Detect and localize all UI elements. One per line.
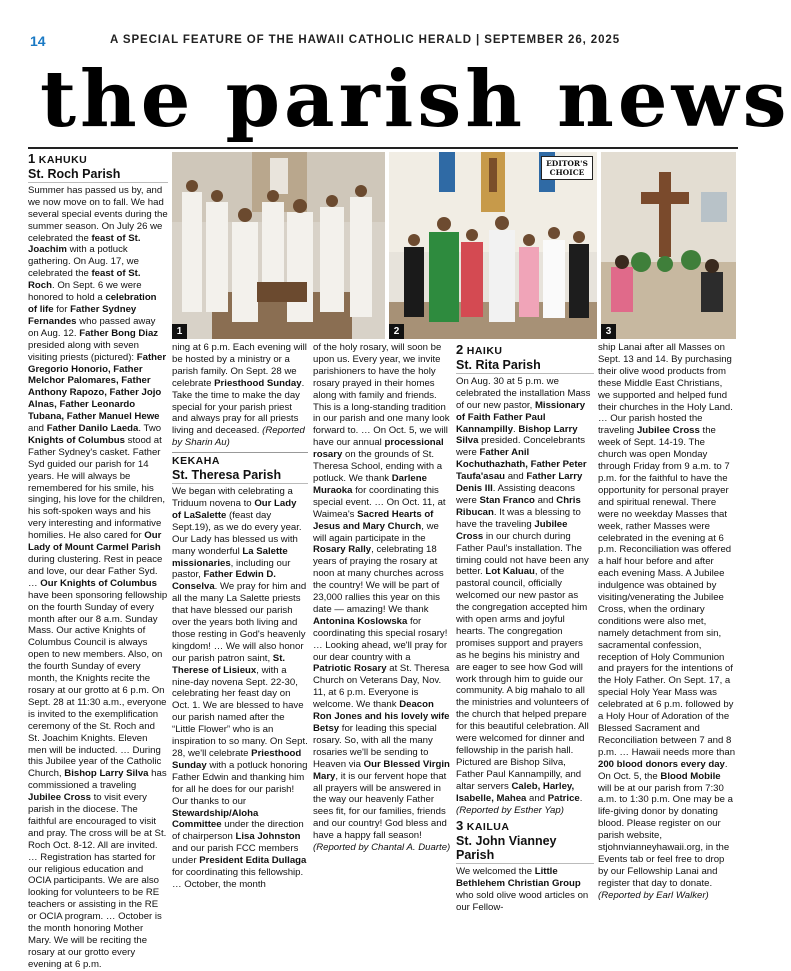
article-body: Summer has passed us by, and we now move on to fall. We had several special events during the summer season. On July 26 we celebrated the feast of St. Joachim with a potluck gathering. On Aug. 17, we celebrated the feast of St. Roch. On Sept. 6 we were honored to hold a celebration of life for Father Sydney Fernandes who passed away on Aug. 12. Father Bong Diaz presided along with seven visiting priests (pictured): Father Gregorio Honorio, Father Melchor Palomares, Father Anthony Rapozo, Father Jojo Alnas, Father Leonardo Tubana, Father Manuel Hewe and Father Danilo Laeda. Two Knights of Columbus stood at Father Sydney's casket. Father Syd guided our parish for 14 years. He will always be remembered for his smile, his singing, his love for the children, his soft-spoken ways and his very interesting and informative homilies. He also cared for Our Lady of Mount Carmel Parish during clustering. Rest in peace and love, our dear Father Syd. … Our Knights of Columbus have been sponsoring fellowship on the fourth Sunday of every month after our 8 a.m. Sunday Mass. Our active Knights of Columbus Council is always open to new members. Also, on the fourth Sunday of every month, the Knights recite the rosary at our grotto at 6 p.m. On Sept. 28 at 11:30 a.m., everyone is invited to the exemplification ceremony of the St. Roch and St. Joachim Knights. Eleven men will be inducted. … During this Jubilee year of the Catholic Church, Bishop Larry Silva has commissioned a traveling Jubilee Cross to visit every parish in the diocese. The faithful are encouraged to visit and pray. The cross will be at St. Roch Oct. 8-12. All are invited. … Registration has started for our religious education and OCIA participants. We are also looking for volunteers to be RE teachers or assisting in the RE or OCIA program. … October is the month honoring Mother Mary. We will be reciting the rosary at our grotto every evening at 6 p.m. [28,184,168,970]
article-body-continued: ship Lanai after all Masses on Sept. 13 and 14. By purchasing their olive wood products from these Middle East Christians, we supported and helped fund their churches in the Holy Land. … Our parish hosted the traveling Jubilee Cross the week of Sept. 14-19. The church was open Monday through Friday from 9 a.m. to 7 p.m. for the faithful to have the opportunity for personal prayer and spiritual renewal. There were no weekday Masses that week, rather Masses were celebrated in the evening at 6 p.m. Reconciliation was offered a half hour before and after each evening Mass. A Jubilee indulgence was obtained by visiting/venerating the Jubilee Cross, when the ordinary conditions were also met, namely detachment from sin, sacramental confession, reception of Holy Communion and prayers for the intentions of the Holy Father. On Sept. 17, a special Holy Year Mass was celebrated at 6 p.m. followed by a Holy Hour of Adoration of the Blessed Sacrament and Reconciliation between 7 and 8 p.m. … Hawaii needs more than 200 blood donors every day. On Oct. 5, the Blood Mobile will be at our parish from 7:30 a.m. to 1:30 p.m. One may be a life-giving donor by donating blood. Please register on our parish website, stjohnvianneyhawaii.org, in the Events tab or feel free to drop by our Fellowship Lanai and register that day to donate. (Reported by Earl Walker) [598,342,736,901]
editors-choice-badge: EDITOR'S CHOICE [541,156,593,180]
column-4 [456,342,594,914]
tagline: A SPECIAL FEATURE OF THE HAWAII CATHOLIC HERALD | SEPTEMBER 26, 2025 [110,34,620,46]
photo-installation-image [389,152,597,339]
section-header: 2 HAIKU [456,342,503,357]
article-body-continued: of the holy rosary, will soon be upon us. Every year, we invite parishioners to have the holy rosary prayed in their homes along with family and friends. This is a long-standing tradition in our parish and one many look forward to. … On Oct. 5, we will have our annual processional rosary on the grounds of St. Theresa School, ending with a potluck. We thank Darlene Muraoka for coordinating this special event. … On Oct. 11, at Waimea's Sacred Hearts of Jesus and Mary Church, we will again participate in the Rosary Rally, celebrating 18 years of praying the rosary at noon at many churches across the country! We will be part of 23,000 rallies this year on this date — amazing! We thank Antonina Koslowska for coordinating this special rosary! … Looking ahead, we'll pray for our dear country with a Patriotic Rosary at St. Theresa Church on Veterans Day, Nov. 11, at 6 p.m. Everyone is welcome. We thank Deacon Ron Jones and his lovely wife Betsy for leading this special rosary. So, with all the many rosaries we'll be sending to Heaven via Our Blessed Virgin Mary, it is our fervent hope that all prayers will be answered in the way our heavenly Father sees fit, for our families, friends and our country! God bless and have a happy fall season! (Reported by Chantal A. Duarte) [313,342,451,854]
page-number: 14 [30,33,46,49]
masthead: the parish news [40,54,791,145]
section-header: 3 KAILUA [456,818,510,834]
article-title: St. Rita Parish [456,358,594,374]
article-title: St. Theresa Parish [172,468,308,484]
column-1 [28,151,168,970]
photo-number-1: 1 [172,324,187,339]
column-3 [313,342,451,854]
photo-number-2: 2 [389,324,404,339]
top-bar [30,32,734,50]
photo-jubilee-cross-image [601,152,736,339]
section-header: 1 KAHUKU [28,151,88,166]
article-body: We began with celebrating a Triduum novena to Our Lady of LaSalette (feast day Sept.19), as we do every year. Our Lady has blessed us with many wonderful La Salette missionaries, including our pastor, Father Edwin D. Conselva. We pray for him and all the many La Salette priests that have blessed our parish over the years both living and those resting in God's heavenly kingdom! … We will also honor our parish patron saint, St. Therese of Lisieux, with a nine-day novena Sept. 22-30, celebrating her feast day on Oct. 1. We are blessed to have our parish named after the “Little Flower” who is an inspiration to so many. On Sept. 28, we'll celebrate Priesthood Sunday with a potluck honoring Father Edwin and thanking him for all he does for our parish! Our thanks to our Stewardship/Aloha Committee under the direction of chairperson Lisa Johnston and our parish FCC members under President Edita Dullaga for coordinating this fellowship. … October, the month [172,486,308,890]
divider [172,452,308,453]
photo-jubilee-cross [601,152,736,339]
article-body: On Aug. 30 at 5 p.m. we celebrated the installation Mass of our new pastor, Missionary of Faith Father Paul Kannampilly. Bishop Larry Silva presided. Concelebrants were Father Anil Kochuthazhath, Father Peter Taufa'asau and Father Larry Denis III. Assisting deacons were Stan Franco and Chris Ribucan. It was a blessing to have the traveling Jubilee Cross in our church during Father Paul's installation. The timing could not have been any better. Lot Kaluau, of the pastoral council, officially welcomed our new pastor as the congregation accepted him with open arms and joyful hearts. The congregation promises support and prayers as he begins his ministry and are eager to see how God will work through him to guide our community. A big mahalo to all the ministries and volunteers of the church that helped prepare for this beautiful celebration. All were welcomed for dinner and fellowship in the parish hall. Pictured are Bishop Silva, Father Paul Kannampilly, and altar servers Caleb, Harley, Isabelle, Mahea and Patrice. (Reported by Esther Yap) [456,375,591,816]
masthead-rule [28,147,738,149]
article-title: St. John Vianney Parish [456,834,594,864]
column-2 [172,342,308,890]
photo-number-3: 3 [601,324,616,339]
section-header: KEKAHA [172,455,220,468]
photo-priests [172,152,385,339]
photo-priests-image [172,152,385,339]
article-title: St. Roch Parish [28,167,168,183]
article-body-continued: ning at 6 p.m. Each evening will be hosted by a ministry or a parish family. On Sept. 28 we celebrate Priesthood Sunday. Take the time to make the day special for your parish priest and always pray for all priests living and deceased. (Reported by Sharin Au) [172,342,307,449]
column-5 [598,342,736,901]
photo-installation [389,152,597,339]
article-body: We welcomed the Little Bethlehem Christian Group who sold olive wood articles on our Fellow- [456,866,589,914]
